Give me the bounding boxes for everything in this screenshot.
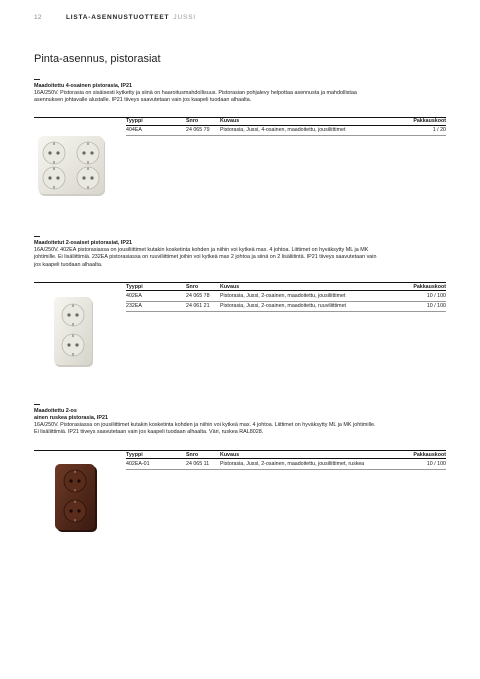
desc-line: jos kaapeli tuodaan alhaalta.	[34, 261, 103, 268]
cell-snro: 24 065 11	[186, 460, 210, 467]
cell-type: 402EA	[126, 292, 142, 299]
table-row	[126, 302, 446, 313]
section-brown-socket	[34, 404, 446, 437]
col-desc: Kuvaus	[220, 451, 240, 458]
socket-2-gang-white-image	[52, 295, 96, 369]
section-dash	[34, 236, 40, 237]
table-header	[126, 117, 446, 126]
col-desc: Kuvaus	[220, 118, 240, 124]
header-sub: JUSSI	[173, 14, 196, 21]
table-header	[126, 282, 446, 291]
table-row	[126, 459, 446, 470]
cell-type: 232EA	[126, 303, 142, 310]
section-dash	[34, 404, 40, 405]
cell-snro: 24 065 79	[186, 127, 210, 134]
product-table	[126, 117, 446, 137]
page-title: Pinta-asennus, pistorasiat	[34, 53, 161, 65]
table-rule	[34, 450, 126, 451]
col-desc: Kuvaus	[220, 283, 240, 290]
cell-pack: 10 / 100	[426, 292, 446, 299]
col-type: Tyyppi	[126, 118, 143, 124]
title-line: Maadoitettu 2-os	[34, 408, 77, 414]
section-4-gang-socket	[34, 79, 446, 105]
page-number: 12	[34, 14, 42, 21]
col-snro: Snro	[186, 451, 199, 458]
socket-2-gang-brown-image	[53, 462, 99, 534]
cell-type: 404EA	[126, 127, 142, 134]
desc-line: 16A/250V. Pistorasia on sisäisesti kytketty ja siinä on haaroitusmahdollisuus. Pistorasian pohjalevy helpottaa asennusta ja mahdollistaa	[34, 90, 357, 96]
desc-line: 16A/250V. 402EA pistorasiassa on jousiliittimet kutakin kosketinta kohden ja niihin voi kytkeä max. 4 johtoa. Liittimet on hyväksytty ML ja MK	[34, 247, 369, 253]
section-title: Maadoitetut 2-osaiset pistorasiat, IP21	[34, 240, 132, 246]
section-dash	[34, 79, 40, 80]
product-table	[126, 450, 446, 470]
desc-line: johtimille. Ei lisäliittimiä. 232EA pistorasiassa on ruuviliittimet joihin voi kytkeä max 2 johtoa ja siinä on 2 lisäliitintä. IP21 tiiveys saavutetaan vain	[34, 254, 377, 261]
desc-line: asennuksen johtavalle alustalle. IP21 tiiveys saavutetaan vain jos kaapeli tuodaan alhaalta.	[34, 97, 252, 104]
table-row	[126, 291, 446, 302]
cell-snro: 24 065 78	[186, 292, 210, 299]
desc-line: Ei lisäliittimiä. IP21 tiiveys saavutetaan vain jos kaapeli tuodaan alhaalta. Väri, ruskea RAL8028.	[34, 429, 264, 436]
col-pack: Pakkauskoot	[413, 283, 446, 290]
page-header	[34, 14, 196, 21]
header-brand: LISTA-ASENNUSTUOTTEET	[65, 14, 170, 21]
product-table	[126, 282, 446, 312]
cell-pack: 1 / 20	[432, 127, 446, 134]
table-rule	[34, 282, 126, 283]
socket-4-gang-image	[36, 134, 108, 200]
section-description	[34, 90, 446, 105]
cell-desc: Pistorasia, Jussi, 2-osainen, maadoitettu, ruuviliittimet	[220, 303, 347, 310]
col-type: Tyyppi	[126, 451, 143, 458]
section-2-gang-sockets	[34, 236, 446, 269]
col-type: Tyyppi	[126, 283, 143, 290]
table-header	[126, 450, 446, 459]
cell-desc: Pistorasia, Jussi, 2-osainen, maadoitettu, jousiliittimet, ruskea	[220, 460, 365, 467]
section-title	[34, 408, 446, 422]
cell-snro: 24 061 21	[186, 303, 210, 310]
cell-desc: Pistorasia, Jussi, 4-osainen, maadoitettu, jousiliittimet	[220, 127, 346, 134]
col-pack: Pakkauskoot	[413, 451, 446, 458]
cell-pack: 10 / 100	[426, 303, 446, 310]
section-description	[34, 247, 446, 269]
col-snro: Snro	[186, 283, 199, 290]
col-pack: Pakkauskoot	[413, 118, 446, 124]
col-snro: Snro	[186, 118, 199, 124]
cell-desc: Pistorasia, Jussi, 2-osainen, maadoitettu, jousiliittimet	[220, 292, 346, 299]
table-row	[126, 126, 446, 137]
section-title: Maadoitettu 4-osainen pistorasia, IP21	[34, 83, 132, 89]
table-rule	[34, 117, 126, 118]
cell-pack: 10 / 100	[426, 460, 446, 467]
section-description	[34, 422, 446, 437]
desc-line: 16A/250V. Pistorasiassa on jousiliittimet kutakin kosketinta kohden ja niihin voi kytkeä max. 4 johtoa. Liittimet on hyväksytty ML ja MK johtimille.	[34, 422, 376, 428]
title-line: ainen ruskea pistorasia, IP21	[34, 415, 109, 421]
cell-type: 402EA-01	[126, 460, 150, 467]
